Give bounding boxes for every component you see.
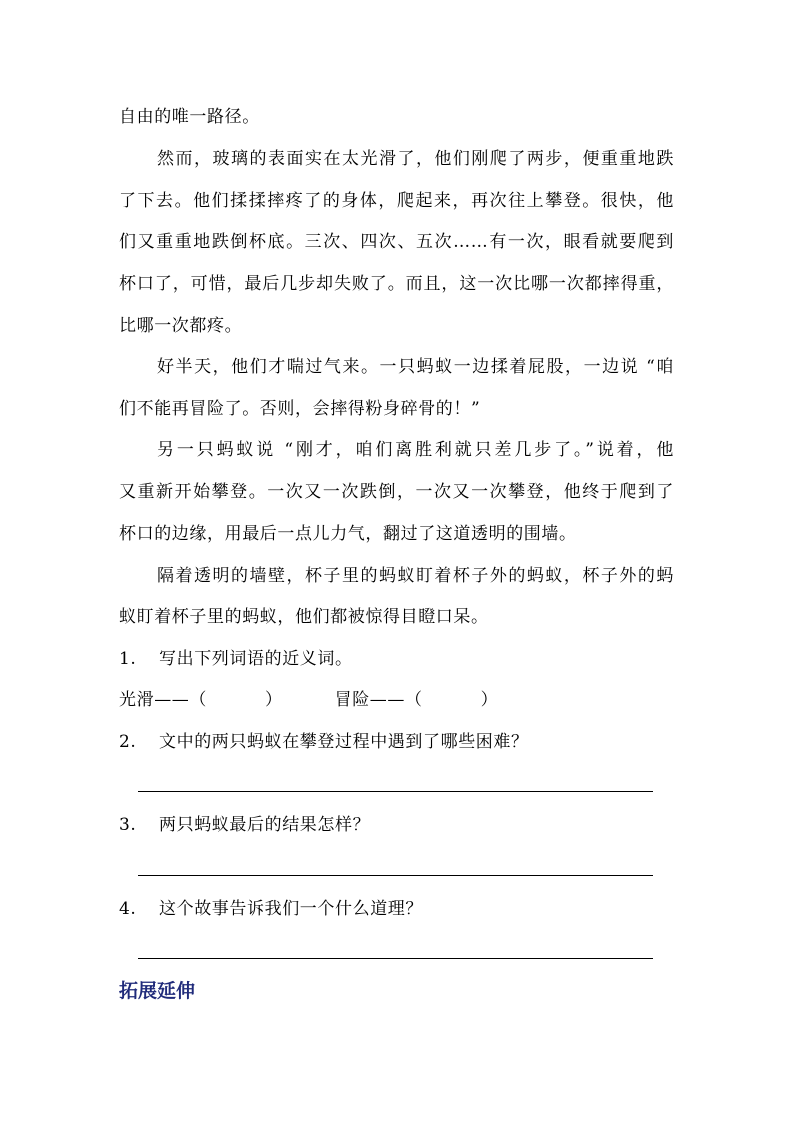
- passage-line: 蚁盯着杯子里的蚂蚁，他们都被惊得目瞪口呆。: [119, 607, 489, 627]
- passage-line: 另一只蚂蚁说 “刚才，咱们离胜利就只差几步了。”说着，他: [157, 440, 674, 460]
- passage-line: 们又重重地跌倒杯底。三次、四次、五次……有一次，眼看就要爬到: [119, 232, 674, 252]
- passage-line: 自由的唯一路径。: [119, 107, 260, 127]
- question-text: 文中的两只蚂蚁在攀登过程中遇到了哪些困难？: [159, 732, 529, 752]
- answer-line-3[interactable]: [138, 875, 653, 876]
- question-text: 两只蚂蚁最后的结果怎样？: [159, 815, 371, 835]
- question-3: [119, 813, 674, 837]
- passage-line: 杯口的边缘，用最后一点儿力气，翻过了这道透明的围墙。: [119, 524, 577, 544]
- passage-line: 杯口了，可惜，最后几步却失败了。而且，这一次比哪一次都摔得重，: [119, 274, 674, 294]
- passage-line: 了下去。他们揉揉摔疼了的身体，爬起来，再次往上攀登。很快，他: [119, 191, 674, 211]
- question-2: [119, 730, 674, 754]
- passage-line: 又重新开始攀登。一次又一次跌倒，一次又一次攀登，他终于爬到了: [119, 482, 674, 502]
- question-number: 4.: [119, 899, 137, 919]
- question-4: [119, 897, 674, 921]
- question-number: 2.: [119, 732, 137, 752]
- passage-line: 们不能再冒险了。否则，会摔得粉身碎骨的！”: [119, 399, 481, 419]
- synonym-word-2: 冒险——（: [334, 690, 423, 710]
- passage-line: 然而，玻璃的表面实在太光滑了，他们刚爬了两步，便重重地跌: [157, 149, 674, 169]
- synonym-row: [119, 688, 674, 712]
- passage-line: 隔着透明的墙壁，杯子里的蚂蚁盯着杯子外的蚂蚁，杯子外的蚂: [157, 566, 674, 586]
- question-text: 写出下列词语的近义词。: [159, 649, 353, 669]
- question-text: 这个故事告诉我们一个什么道理？: [159, 899, 423, 919]
- answer-line-2[interactable]: [138, 791, 653, 792]
- passage-line: 好半天，他们才喘过气来。一只蚂蚁一边揉着屁股，一边说 “咱: [157, 357, 674, 377]
- bracket-close: ）: [265, 690, 283, 710]
- question-number: 3.: [119, 815, 137, 835]
- answer-line-4[interactable]: [138, 958, 653, 959]
- passage-line: 比哪一次都疼。: [119, 316, 243, 336]
- question-number: 1.: [119, 649, 137, 669]
- question-1: [119, 647, 674, 671]
- bracket-close: ）: [480, 690, 499, 710]
- section-heading: 拓展延伸: [119, 980, 196, 1002]
- synonym-word-1: 光滑——（: [119, 690, 207, 710]
